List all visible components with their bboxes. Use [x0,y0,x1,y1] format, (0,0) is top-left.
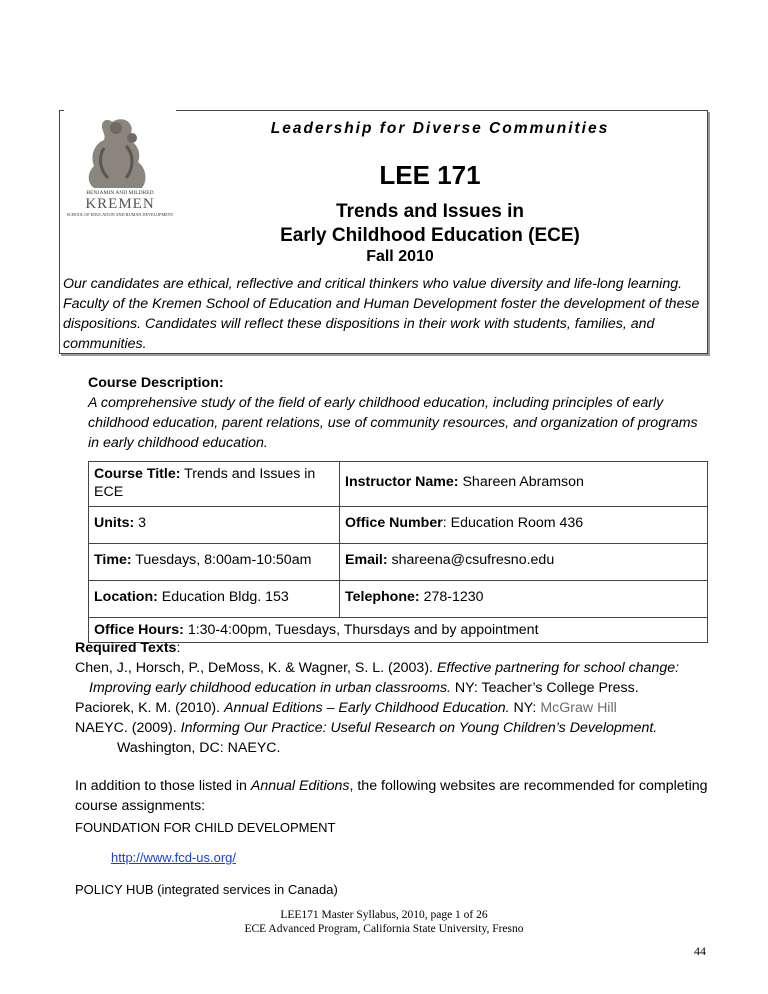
value: : Education Room 436 [442,515,584,531]
label: Office Number [345,515,443,531]
course-code: LEE 171 [379,160,481,190]
term: Fall 2010 [366,248,434,265]
kremen-logo [64,108,176,224]
value: shareena@csufresno.edu [387,552,555,568]
phone-cell [340,581,708,618]
svg-text:BENJAMIN AND MILDRED: BENJAMIN AND MILDRED [86,190,154,196]
value: 278-1230 [419,589,484,605]
label: Course Title: [94,466,181,482]
footer-line2: ECE Advanced Program, California State University, Fresno [244,923,524,935]
location-cell [89,581,340,618]
course-title-line1: Trends and Issues in [336,201,524,222]
websites-intro: In addition to those listed in Annual Editions, the following websites are recommended for completing course assignments: [75,778,708,814]
course-title-line2: Early Childhood Education (ECE) [280,225,580,246]
website-2-name: POLICY HUB (integrated services in Canada) [75,882,338,897]
value: Tuesdays, 8:00am-10:50am [131,552,312,568]
course-info-table [88,461,708,643]
label: Instructor Name: [345,474,459,490]
value: Trends and Issues in ECE [94,466,316,500]
value: 1:30-4:00pm, Tuesdays, Thursdays and by appointment [183,622,539,638]
text-entry-3: NAEYC. (2009). Informing Our Practice: Useful Research on Young Children’s Development. Washington, DC: NAEYC. [75,720,658,756]
time-cell [89,544,340,581]
svg-text:SCHOOL OF EDUCATION AND HUMAN: SCHOOL OF EDUCATION AND HUMAN DEVELOPMENT [66,212,174,217]
mission-statement: Our candidates are ethical, reflective and critical thinkers who value diversity and life-long learning. Faculty of the Kremen School of Education and Human Development foster the development of these dispositions. Candidates will reflect these dispositions in their work with students, families, and communities. [63,276,700,352]
course-title-cell [89,462,340,507]
table-row [89,462,708,507]
required-texts [75,638,715,758]
svg-text:KREMEN: KREMEN [85,196,155,212]
office-cell [340,507,708,544]
email-cell [340,544,708,581]
table-row [89,581,708,618]
value: 3 [134,515,147,531]
text-entry-1: Chen, J., Horsch, P., DeMoss, K. & Wagner, S. L. (2003). Effective partnering for school change: Improving early childhood education in urban classrooms. NY: Teacher’s College Press. [75,660,680,696]
required-texts-heading: Required Texts: [75,640,181,656]
units-cell [89,507,340,544]
value: Education Bldg. 153 [157,589,289,605]
label: Location: [94,589,158,605]
value: Shareen Abramson [458,474,584,490]
footer-line1: LEE171 Master Syllabus, 2010, page 1 of 26 [280,909,488,921]
label: Office Hours: [94,622,184,638]
website-1-name: FOUNDATION FOR CHILD DEVELOPMENT [75,820,336,835]
label: Email: [345,552,388,568]
website-1-link[interactable]: http://www.fcd-us.org/ [111,850,236,865]
description-text: A comprehensive study of the field of early childhood education, including principles of early childhood education, parent relations, use of community resources, and organization of programs in early childhood education. [88,395,698,451]
description-heading: Course Description: [88,375,224,391]
page-number: 44 [694,944,706,958]
course-title [200,200,660,248]
label: Telephone: [345,589,420,605]
label: Units: [94,515,135,531]
course-description [88,373,708,453]
tagline: Leadership for Diverse Communities [270,120,610,137]
instructor-cell [340,462,708,507]
text-entry-2: Paciorek, K. M. (2010). Annual Editions – Early Childhood Education. NY: McGraw Hill [75,700,617,716]
table-row [89,544,708,581]
label: Time: [94,552,132,568]
table-row [89,507,708,544]
